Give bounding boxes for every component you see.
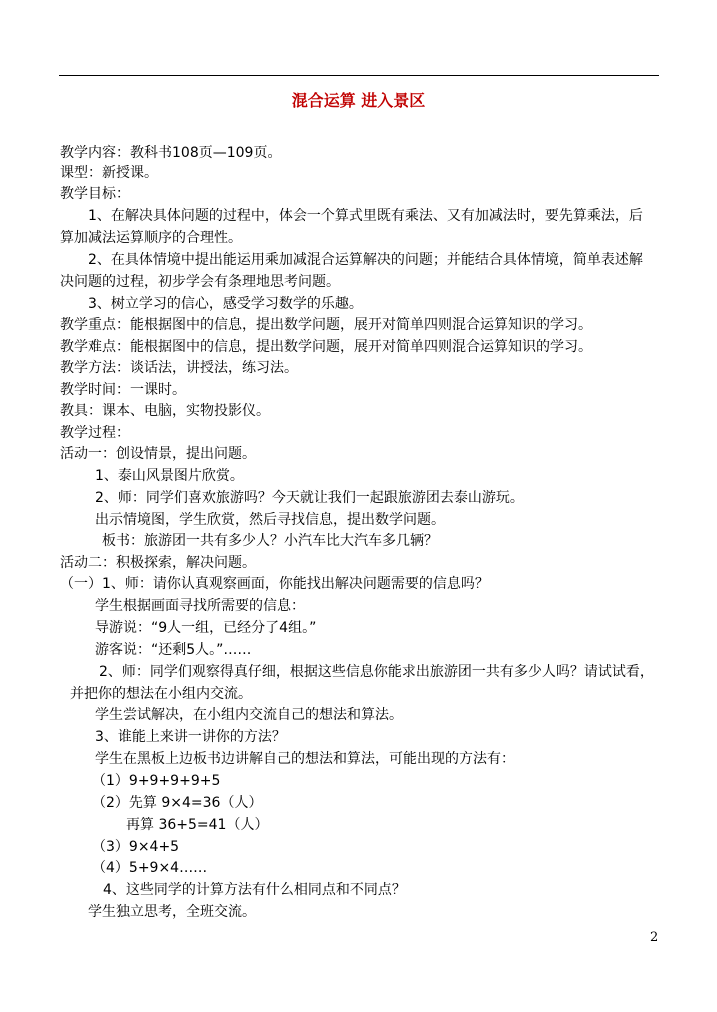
text-line: 1、在解决具体问题的过程中，体会一个算式里既有乘法、又有加减法时，要先算乘法，后 (88, 208, 643, 224)
text-line: 学生尝试解决，在小组内交流自己的想法和算法。 (95, 707, 403, 723)
page-number: 2 (650, 930, 659, 945)
text-line: 教学目标： (60, 186, 130, 202)
text-line: 学生根据画面寻找所需要的信息： (95, 598, 305, 614)
text-line: 活动二：积极探索，解决问题。 (60, 555, 256, 571)
text-line: 板书：旅游团一共有多少人？小汽车比大汽车多几辆？ (102, 533, 438, 549)
text-line: （1）9+9+9+9+5 (92, 773, 221, 789)
text-line: 3、谁能上来讲一讲你的方法？ (95, 729, 286, 745)
text-line: 课型：新授课。 (60, 165, 158, 181)
text-line: 并把你的想法在小组内交流。 (70, 686, 252, 702)
text-line: （一）1、师：请你认真观察画面，你能找出解决问题需要的信息吗？ (60, 576, 489, 592)
text-line: 学生独立思考，全班交流。 (88, 904, 256, 920)
text-line: 游客说：“还剩5人。”…… (95, 642, 252, 658)
text-line: 教学时间：一课时。 (60, 382, 186, 398)
text-line: 2、师：同学们喜欢旅游吗？今天就让我们一起跟旅游团去泰山游玩。 (95, 490, 524, 506)
text-line: 教具：课本、电脑，实物投影仪。 (60, 403, 270, 419)
text-line: 出示情境图，学生欣赏，然后寻找信息，提出数学问题。 (95, 512, 445, 528)
text-line: 2、在具体情境中提出能运用乘加减混合运算解决的问题；并能结合具体情境，简单表述解 (88, 252, 643, 268)
text-line: 决问题的过程，初步学会有条理地思考问题。 (60, 274, 340, 290)
text-line: （4）5+9×4…… (92, 860, 208, 876)
header-rule (59, 75, 659, 76)
text-line: 再算 36+5=41（人） (126, 817, 269, 833)
text-line: 学生在黑板上边板书边讲解自己的想法和算法，可能出现的方法有： (95, 751, 515, 767)
text-line: 算加减法运算顺序的合理性。 (60, 230, 242, 246)
page-title: 混合运算 进入景区 (291, 91, 426, 110)
text-line: 教学重点：能根据图中的信息，提出数学问题，展开对简单四则混合运算知识的学习。 (60, 317, 592, 333)
text-line: 教学难点：能根据图中的信息，提出数学问题，展开对简单四则混合运算知识的学习。 (60, 339, 592, 355)
text-line: 教学内容：教科书108页—109页。 (60, 145, 282, 161)
text-line: 教学方法：谈话法，讲授法，练习法。 (60, 360, 298, 376)
text-line: 导游说：“9人一组，已经分了4组。” (95, 620, 317, 636)
text-line: 4、这些同学的计算方法有什么相同点和不同点？ (103, 882, 406, 898)
text-line: 3、树立学习的信心，感受学习数学的乐趣。 (88, 296, 363, 312)
text-line: 1、泰山风景图片欣赏。 (95, 468, 244, 484)
text-line: 2、师：同学们观察得真仔细，根据这些信息你能求出旅游团一共有多少人吗？请试试看， (99, 664, 654, 680)
text-line: （3）9×4+5 (92, 839, 180, 855)
text-line: （2）先算 9×4=36（人） (92, 795, 263, 811)
text-line: 教学过程： (60, 425, 130, 441)
text-line: 活动一：创设情景，提出问题。 (60, 446, 256, 462)
